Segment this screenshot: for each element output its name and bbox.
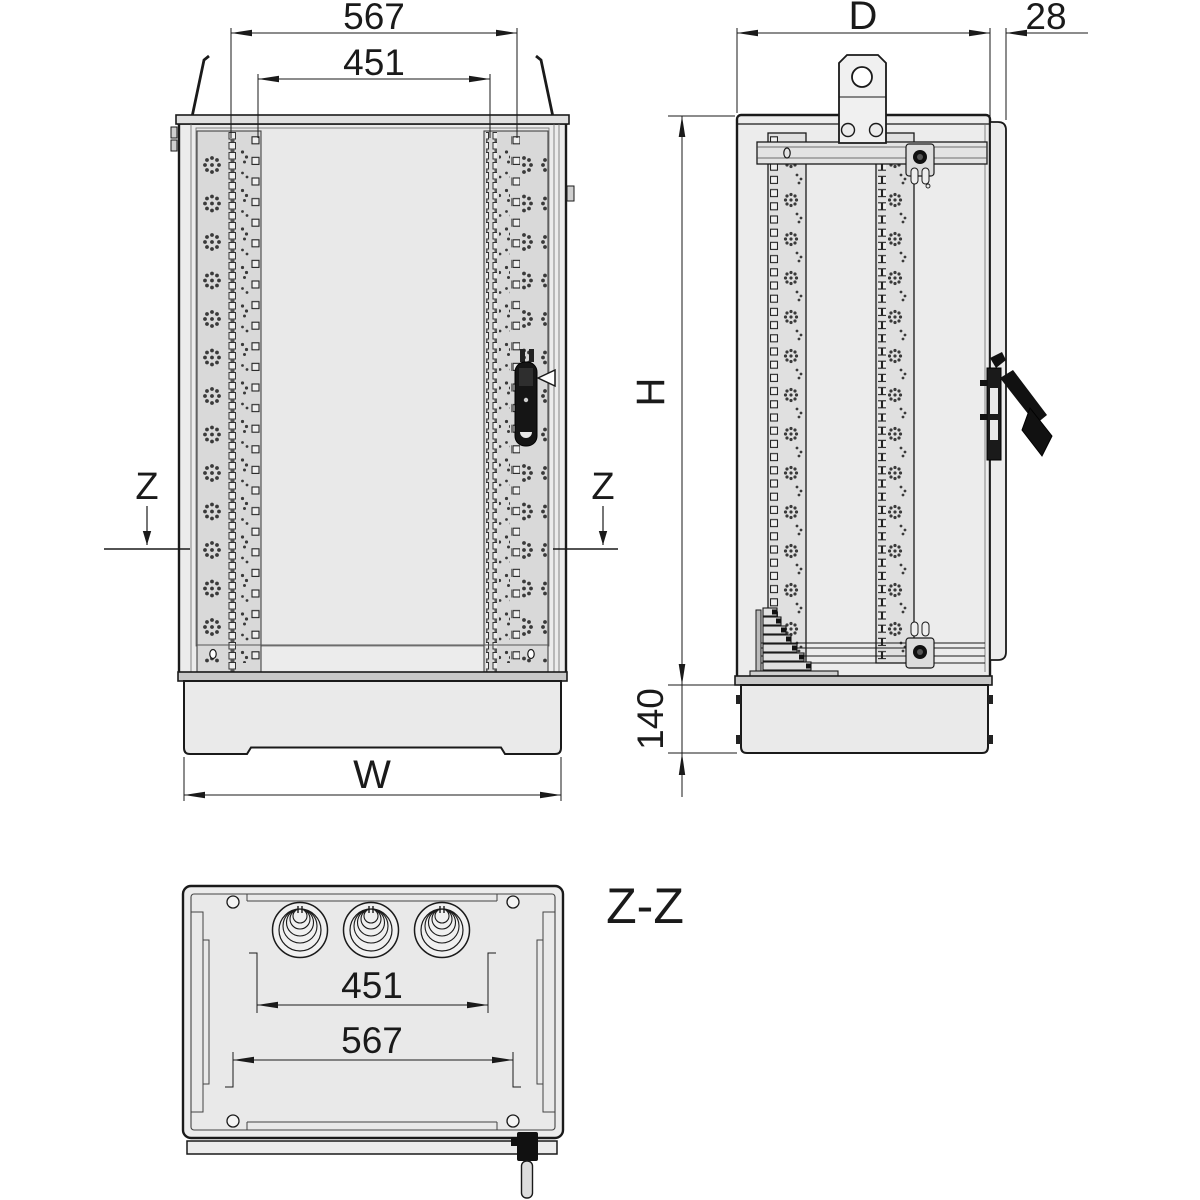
- section-marker-right-label: Z: [591, 466, 615, 508]
- side-view: [629, 0, 1088, 797]
- front-dim-W-label: W: [353, 753, 391, 797]
- side-rail-front: [768, 133, 806, 663]
- drain-hole-right: [528, 650, 534, 659]
- cable-gland: [415, 903, 470, 958]
- cable-glands: [273, 903, 470, 958]
- front-bottom-band: [178, 672, 567, 681]
- section-title: Z-Z: [606, 878, 684, 934]
- drain-hole-left: [210, 650, 216, 659]
- section-view: [183, 878, 684, 1198]
- section-dim-567-label: 567: [341, 1020, 403, 1061]
- section-dim-451-label: 451: [341, 965, 403, 1006]
- perforated-strip-left: [197, 131, 261, 672]
- section-marker-left-label: Z: [135, 466, 159, 508]
- side-dim-D-label: D: [848, 0, 878, 38]
- side-dim-140-label: 140: [630, 688, 671, 750]
- lifting-rod-left: [192, 56, 209, 117]
- side-bottom-band: [735, 676, 992, 685]
- side-dim-H: [668, 116, 737, 685]
- side-dim-H-label: H: [629, 377, 673, 407]
- section-door-strip: [187, 1141, 557, 1154]
- side-top-rail: [757, 142, 987, 164]
- section-marker-left: [104, 466, 190, 549]
- cable-gland: [273, 903, 328, 958]
- lifting-bracket: [839, 55, 886, 143]
- side-dim-28-label: 28: [1025, 0, 1067, 37]
- lifting-eye-hole: [852, 67, 872, 87]
- front-dim-451-label: 451: [343, 42, 405, 83]
- side-rail-rear: [876, 133, 914, 663]
- front-plinth: [184, 681, 561, 754]
- cable-gland: [344, 903, 399, 958]
- side-dim-140: [668, 685, 737, 797]
- front-view: [104, 0, 618, 801]
- front-top-cap: [176, 115, 569, 124]
- front-dim-567-label: 567: [343, 0, 405, 37]
- side-door-handle: [980, 352, 1052, 460]
- side-plinth: [741, 685, 988, 753]
- section-lock: [511, 1132, 538, 1198]
- lifting-rod-right: [536, 56, 553, 117]
